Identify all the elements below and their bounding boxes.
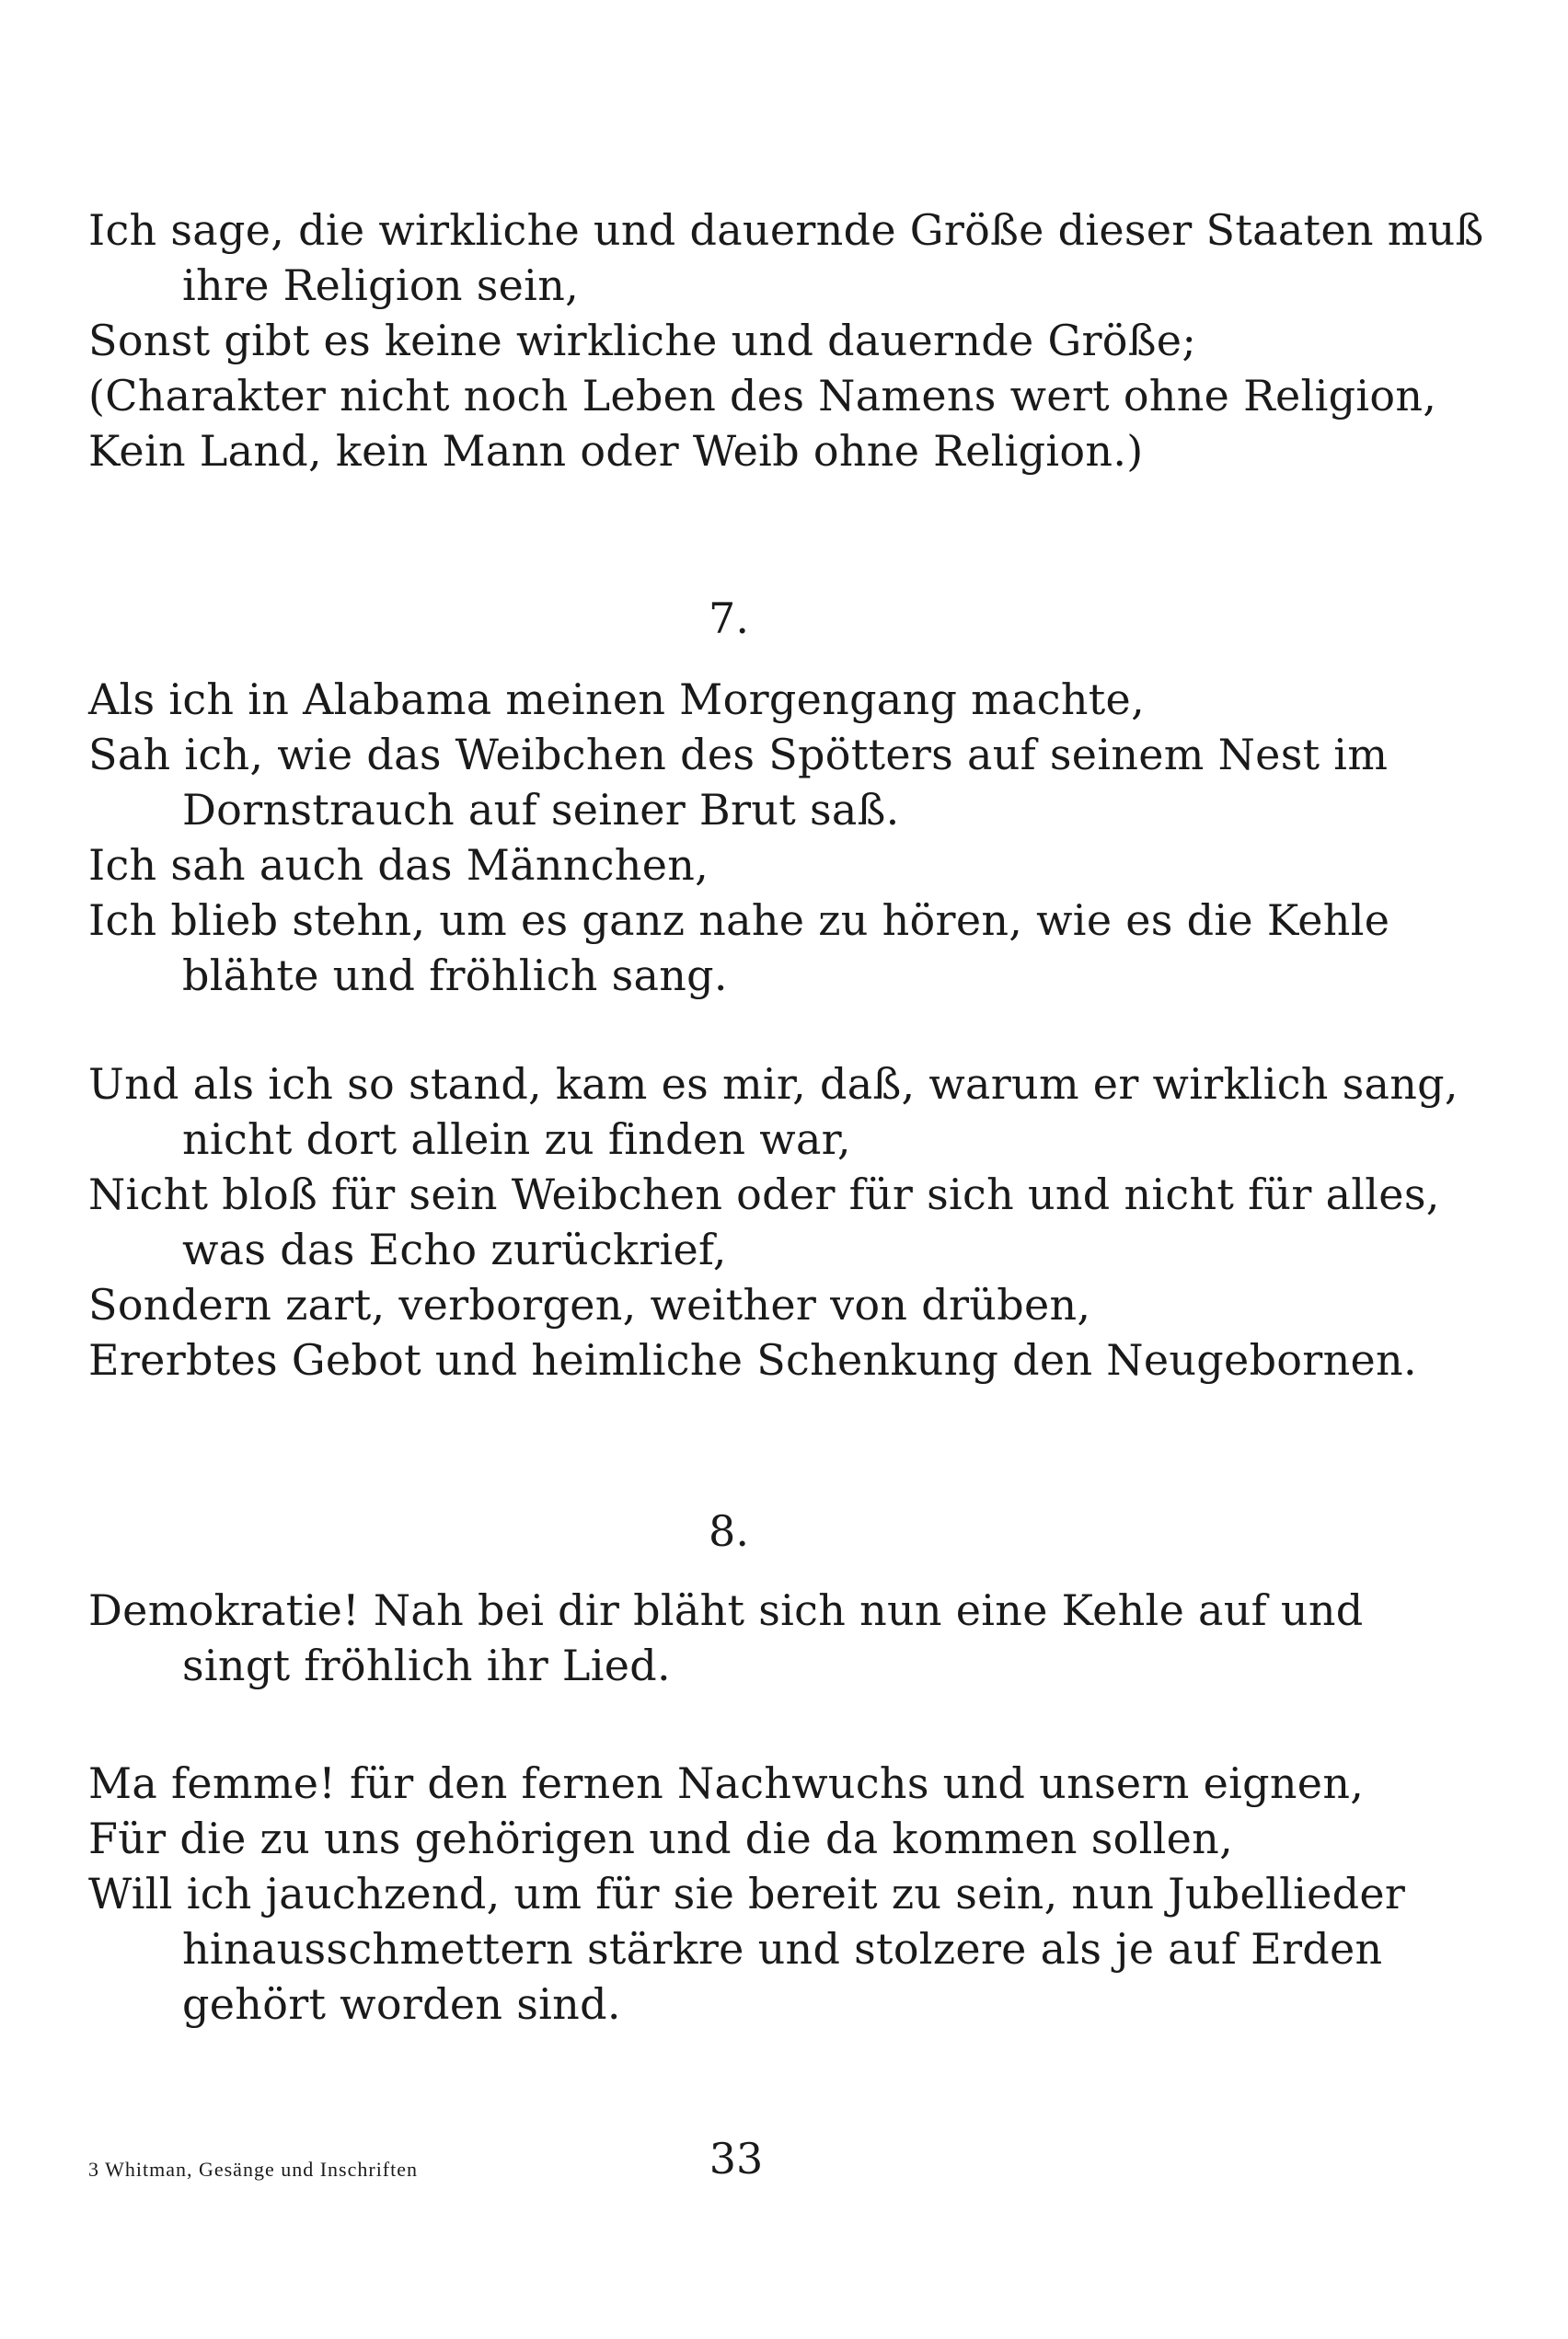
verse-line: Ich sah auch das Männchen, xyxy=(88,840,709,890)
verse-line: Sah ich, wie das Weibchen des Spötters auf seinem Nest im xyxy=(88,730,1389,779)
verse-line: hinausschmettern stärkre und stolzere als je auf Erden xyxy=(182,1924,1383,1974)
page-number: 33 xyxy=(709,2134,764,2183)
verse-line: Nicht bloß für sein Weibchen oder für sich und nicht für alles, xyxy=(88,1170,1440,1219)
verse-line: Ererbtes Gebot und heimliche Schenkung den Neugebornen. xyxy=(88,1335,1417,1385)
printer-signature: 3 Whitman, Gesänge und Inschriften xyxy=(88,2158,419,2181)
verse-line: Als ich in Alabama meinen Morgengang machte, xyxy=(88,674,1145,724)
section-number-7: 7. xyxy=(709,593,749,643)
verse-line: (Charakter nicht noch Leben des Namens wert ohne Religion, xyxy=(88,371,1437,421)
verse-line: Will ich jauchzend, um für sie bereit zu sein, nun Jubellieder xyxy=(88,1869,1406,1918)
verse-line: Demokratie! Nah bei dir bläht sich nun eine Kehle auf und xyxy=(88,1585,1364,1635)
section-number-8: 8. xyxy=(709,1506,749,1556)
verse-line: Kein Land, kein Mann oder Weib ohne Religion.) xyxy=(88,426,1144,476)
verse-line: Für die zu uns gehörigen und die da kommen sollen, xyxy=(88,1814,1234,1863)
verse-line: Dornstrauch auf seiner Brut saß. xyxy=(182,785,900,835)
verse-line: blähte und fröhlich sang. xyxy=(182,951,728,1000)
verse-line: singt fröhlich ihr Lied. xyxy=(182,1641,671,1690)
verse-line: Sonst gibt es keine wirkliche und dauernde Größe; xyxy=(88,316,1197,365)
verse-line: gehört worden sind. xyxy=(182,1979,621,2029)
verse-line: nicht dort allein zu finden war, xyxy=(182,1114,851,1164)
verse-line: was das Echo zurückrief, xyxy=(182,1225,727,1274)
verse-line: Und als ich so stand, kam es mir, daß, warum er wirklich sang, xyxy=(88,1059,1458,1109)
verse-line: Ma femme! für den fernen Nachwuchs und unsern eignen, xyxy=(88,1758,1365,1808)
verse-line: Ich sage, die wirkliche und dauernde Größe dieser Staaten muß xyxy=(88,205,1484,255)
verse-line: Sondern zart, verborgen, weither von drüben, xyxy=(88,1280,1091,1330)
verse-line: ihre Religion sein, xyxy=(182,260,580,310)
verse-line: Ich blieb stehn, um es ganz nahe zu hören, wie es die Kehle xyxy=(88,895,1390,945)
